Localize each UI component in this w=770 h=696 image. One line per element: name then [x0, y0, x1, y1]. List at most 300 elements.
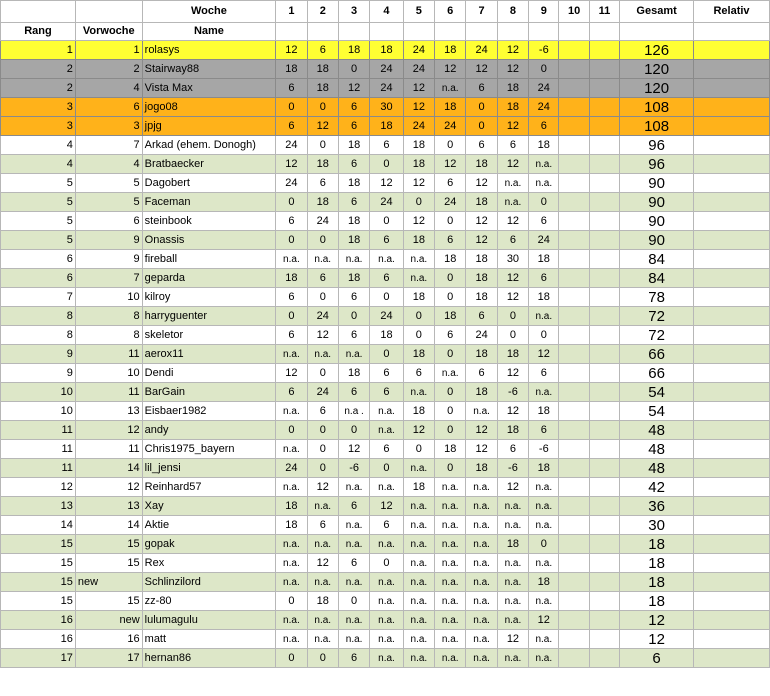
- week-4-score-cell[interactable]: 6: [370, 231, 403, 250]
- week-2-score-cell[interactable]: n.a.: [307, 535, 338, 554]
- week-7-score-cell[interactable]: n.a.: [466, 630, 497, 649]
- week-5-score-cell[interactable]: 24: [403, 60, 434, 79]
- rang-cell[interactable]: 12: [1, 478, 76, 497]
- week-10-score-cell[interactable]: [559, 212, 589, 231]
- week-6-score-cell[interactable]: 18: [435, 41, 466, 60]
- gesamt-cell[interactable]: 54: [620, 383, 694, 402]
- name-cell[interactable]: Rex: [142, 554, 276, 573]
- week-4-score-cell[interactable]: 12: [370, 174, 403, 193]
- week-8-score-cell[interactable]: 12: [497, 60, 528, 79]
- week-7-score-cell[interactable]: 18: [466, 250, 497, 269]
- rang-cell[interactable]: 4: [1, 136, 76, 155]
- week-6-score-cell[interactable]: 24: [435, 193, 466, 212]
- week-7-score-cell[interactable]: 6: [466, 79, 497, 98]
- week-7-score-cell[interactable]: 12: [466, 231, 497, 250]
- week-1-score-cell[interactable]: n.a.: [276, 573, 307, 592]
- name-cell[interactable]: geparda: [142, 269, 276, 288]
- vorwoche-cell[interactable]: 15: [75, 592, 142, 611]
- week-2-score-cell[interactable]: 0: [307, 459, 338, 478]
- week-7-score-cell[interactable]: n.a.: [466, 402, 497, 421]
- week-8-score-cell[interactable]: 18: [497, 98, 528, 117]
- week-4-score-cell[interactable]: 0: [370, 459, 403, 478]
- vorwoche-cell[interactable]: 15: [75, 554, 142, 573]
- relativ-cell[interactable]: [694, 212, 770, 231]
- week-5-score-cell[interactable]: 18: [403, 288, 434, 307]
- week-10-score-cell[interactable]: [559, 155, 589, 174]
- week-11-score-cell[interactable]: [589, 41, 619, 60]
- week-6-score-cell[interactable]: 0: [435, 288, 466, 307]
- week-6-score-cell[interactable]: 0: [435, 269, 466, 288]
- week-4-score-cell[interactable]: n.a.: [370, 421, 403, 440]
- relativ-cell[interactable]: [694, 649, 770, 668]
- week-2-score-cell[interactable]: n.a.: [307, 497, 338, 516]
- relativ-cell[interactable]: [694, 231, 770, 250]
- week-6-score-cell[interactable]: 6: [435, 174, 466, 193]
- week-4-score-cell[interactable]: 24: [370, 307, 403, 326]
- week-9-score-cell[interactable]: 12: [529, 345, 559, 364]
- week-11-score-cell[interactable]: [589, 326, 619, 345]
- week-7-score-cell[interactable]: n.a.: [466, 478, 497, 497]
- week-5-score-cell[interactable]: 0: [403, 193, 434, 212]
- week-5-score-cell[interactable]: 18: [403, 231, 434, 250]
- gesamt-cell[interactable]: 66: [620, 364, 694, 383]
- week-4-score-cell[interactable]: 18: [370, 41, 403, 60]
- rang-cell[interactable]: 9: [1, 345, 76, 364]
- gesamt-cell[interactable]: 12: [620, 630, 694, 649]
- rang-cell[interactable]: 14: [1, 516, 76, 535]
- week-3-score-cell[interactable]: -6: [338, 459, 369, 478]
- week-5-score-cell[interactable]: n.a.: [403, 611, 434, 630]
- week-8-score-cell[interactable]: 18: [497, 345, 528, 364]
- week-7-score-cell[interactable]: n.a.: [466, 592, 497, 611]
- name-cell[interactable]: jpjg: [142, 117, 276, 136]
- week-10-score-cell[interactable]: [559, 345, 589, 364]
- week-11-score-cell[interactable]: [589, 421, 619, 440]
- rang-cell[interactable]: 4: [1, 155, 76, 174]
- week-8-score-cell[interactable]: 18: [497, 79, 528, 98]
- week-9-score-cell[interactable]: 6: [529, 117, 559, 136]
- vorwoche-cell[interactable]: 2: [75, 60, 142, 79]
- vorwoche-cell[interactable]: 8: [75, 307, 142, 326]
- week-8-score-cell[interactable]: 18: [497, 421, 528, 440]
- week-4-score-cell[interactable]: 0: [370, 212, 403, 231]
- week-3-score-cell[interactable]: n.a.: [338, 535, 369, 554]
- week-4-score-cell[interactable]: n.a.: [370, 573, 403, 592]
- gesamt-cell[interactable]: 90: [620, 193, 694, 212]
- week-9-score-cell[interactable]: n.a.: [529, 497, 559, 516]
- week-6-score-cell[interactable]: n.a.: [435, 497, 466, 516]
- week-1-score-cell[interactable]: 18: [276, 269, 307, 288]
- name-cell[interactable]: Dendi: [142, 364, 276, 383]
- week-3-score-cell[interactable]: 6: [338, 554, 369, 573]
- week-1-score-cell[interactable]: n.a.: [276, 554, 307, 573]
- week-2-score-cell[interactable]: n.a.: [307, 573, 338, 592]
- name-cell[interactable]: steinbook: [142, 212, 276, 231]
- week-6-score-cell[interactable]: 18: [435, 307, 466, 326]
- week-8-score-cell[interactable]: 6: [497, 136, 528, 155]
- week-3-score-cell[interactable]: 6: [338, 193, 369, 212]
- name-cell[interactable]: Stairway88: [142, 60, 276, 79]
- week-2-score-cell[interactable]: 6: [307, 402, 338, 421]
- week-1-score-cell[interactable]: 0: [276, 98, 307, 117]
- week-6-score-cell[interactable]: n.a.: [435, 364, 466, 383]
- name-cell[interactable]: Xay: [142, 497, 276, 516]
- relativ-cell[interactable]: [694, 535, 770, 554]
- vorwoche-cell[interactable]: 14: [75, 516, 142, 535]
- vorwoche-cell[interactable]: 11: [75, 383, 142, 402]
- week-11-score-cell[interactable]: [589, 174, 619, 193]
- week-6-score-cell[interactable]: n.a.: [435, 79, 466, 98]
- gesamt-cell[interactable]: 78: [620, 288, 694, 307]
- week-3-score-cell[interactable]: 6: [338, 326, 369, 345]
- week-7-score-cell[interactable]: 6: [466, 307, 497, 326]
- name-cell[interactable]: fireball: [142, 250, 276, 269]
- week-1-score-cell[interactable]: 6: [276, 117, 307, 136]
- week-10-score-cell[interactable]: [559, 592, 589, 611]
- rang-cell[interactable]: 16: [1, 611, 76, 630]
- week-8-score-cell[interactable]: n.a.: [497, 516, 528, 535]
- gesamt-cell[interactable]: 108: [620, 98, 694, 117]
- relativ-cell[interactable]: [694, 573, 770, 592]
- week-9-score-cell[interactable]: 6: [529, 364, 559, 383]
- week-6-score-cell[interactable]: 18: [435, 250, 466, 269]
- relativ-cell[interactable]: [694, 630, 770, 649]
- name-cell[interactable]: kilroy: [142, 288, 276, 307]
- week-4-score-cell[interactable]: 12: [370, 497, 403, 516]
- week-10-score-cell[interactable]: [559, 383, 589, 402]
- week-8-score-cell[interactable]: n.a.: [497, 174, 528, 193]
- week-11-score-cell[interactable]: [589, 516, 619, 535]
- name-cell[interactable]: BarGain: [142, 383, 276, 402]
- week-7-score-cell[interactable]: 18: [466, 459, 497, 478]
- week-10-score-cell[interactable]: [559, 41, 589, 60]
- week-9-score-cell[interactable]: 12: [529, 611, 559, 630]
- vorwoche-cell[interactable]: 12: [75, 478, 142, 497]
- week-10-score-cell[interactable]: [559, 231, 589, 250]
- week-8-score-cell[interactable]: 12: [497, 212, 528, 231]
- week-10-score-cell[interactable]: [559, 250, 589, 269]
- week-2-score-cell[interactable]: 0: [307, 649, 338, 668]
- week-11-score-cell[interactable]: [589, 231, 619, 250]
- week-10-score-cell[interactable]: [559, 60, 589, 79]
- week-1-score-cell[interactable]: n.a.: [276, 478, 307, 497]
- week-9-score-cell[interactable]: 18: [529, 250, 559, 269]
- week-4-score-cell[interactable]: 6: [370, 269, 403, 288]
- week-5-score-cell[interactable]: n.a.: [403, 516, 434, 535]
- relativ-cell[interactable]: [694, 459, 770, 478]
- week-11-score-cell[interactable]: [589, 269, 619, 288]
- week-1-score-cell[interactable]: 12: [276, 364, 307, 383]
- name-cell[interactable]: rolasys: [142, 41, 276, 60]
- week-10-score-cell[interactable]: [559, 630, 589, 649]
- week-11-score-cell[interactable]: [589, 98, 619, 117]
- gesamt-cell[interactable]: 42: [620, 478, 694, 497]
- vorwoche-cell[interactable]: new: [75, 573, 142, 592]
- vorwoche-cell[interactable]: 3: [75, 117, 142, 136]
- name-cell[interactable]: Onassis: [142, 231, 276, 250]
- vorwoche-cell[interactable]: 5: [75, 174, 142, 193]
- week-2-score-cell[interactable]: 0: [307, 421, 338, 440]
- name-cell[interactable]: Schlinzilord: [142, 573, 276, 592]
- week-10-score-cell[interactable]: [559, 193, 589, 212]
- week-10-score-cell[interactable]: [559, 79, 589, 98]
- week-5-score-cell[interactable]: 12: [403, 79, 434, 98]
- vorwoche-cell[interactable]: 1: [75, 41, 142, 60]
- week-4-score-cell[interactable]: 18: [370, 117, 403, 136]
- relativ-cell[interactable]: [694, 117, 770, 136]
- week-2-score-cell[interactable]: 6: [307, 174, 338, 193]
- week-5-score-cell[interactable]: n.a.: [403, 649, 434, 668]
- rang-cell[interactable]: 5: [1, 231, 76, 250]
- week-5-score-cell[interactable]: 24: [403, 117, 434, 136]
- rang-cell[interactable]: 11: [1, 440, 76, 459]
- week-9-score-cell[interactable]: n.a.: [529, 307, 559, 326]
- week-9-score-cell[interactable]: 0: [529, 535, 559, 554]
- relativ-cell[interactable]: [694, 269, 770, 288]
- week-3-score-cell[interactable]: 18: [338, 231, 369, 250]
- rang-cell[interactable]: 11: [1, 459, 76, 478]
- gesamt-cell[interactable]: 120: [620, 60, 694, 79]
- week-2-score-cell[interactable]: n.a.: [307, 611, 338, 630]
- week-10-score-cell[interactable]: [559, 117, 589, 136]
- week-9-score-cell[interactable]: -6: [529, 440, 559, 459]
- rang-cell[interactable]: 15: [1, 573, 76, 592]
- vorwoche-cell[interactable]: 7: [75, 136, 142, 155]
- name-cell[interactable]: skeletor: [142, 326, 276, 345]
- week-6-score-cell[interactable]: 6: [435, 231, 466, 250]
- week-3-score-cell[interactable]: n.a.: [338, 250, 369, 269]
- vorwoche-cell[interactable]: 15: [75, 535, 142, 554]
- week-5-score-cell[interactable]: n.a.: [403, 250, 434, 269]
- week-3-score-cell[interactable]: 6: [338, 117, 369, 136]
- week-6-score-cell[interactable]: 0: [435, 136, 466, 155]
- week-2-score-cell[interactable]: 12: [307, 554, 338, 573]
- week-11-score-cell[interactable]: [589, 136, 619, 155]
- week-9-score-cell[interactable]: n.a.: [529, 592, 559, 611]
- week-11-score-cell[interactable]: [589, 250, 619, 269]
- week-5-score-cell[interactable]: 12: [403, 98, 434, 117]
- gesamt-cell[interactable]: 90: [620, 212, 694, 231]
- vorwoche-cell[interactable]: 9: [75, 231, 142, 250]
- rang-cell[interactable]: 2: [1, 79, 76, 98]
- name-cell[interactable]: Bratbaecker: [142, 155, 276, 174]
- week-2-score-cell[interactable]: 18: [307, 592, 338, 611]
- week-1-score-cell[interactable]: 12: [276, 155, 307, 174]
- week-11-score-cell[interactable]: [589, 478, 619, 497]
- relativ-cell[interactable]: [694, 516, 770, 535]
- week-9-score-cell[interactable]: 18: [529, 136, 559, 155]
- week-9-score-cell[interactable]: 24: [529, 98, 559, 117]
- gesamt-cell[interactable]: 96: [620, 155, 694, 174]
- week-2-score-cell[interactable]: 18: [307, 79, 338, 98]
- week-6-score-cell[interactable]: n.a.: [435, 592, 466, 611]
- week-4-score-cell[interactable]: 6: [370, 136, 403, 155]
- week-2-score-cell[interactable]: 6: [307, 516, 338, 535]
- week-3-score-cell[interactable]: n.a .: [338, 402, 369, 421]
- week-3-score-cell[interactable]: 18: [338, 269, 369, 288]
- week-8-score-cell[interactable]: -6: [497, 383, 528, 402]
- gesamt-cell[interactable]: 72: [620, 326, 694, 345]
- vorwoche-cell[interactable]: 10: [75, 288, 142, 307]
- week-4-score-cell[interactable]: 6: [370, 364, 403, 383]
- week-7-score-cell[interactable]: n.a.: [466, 611, 497, 630]
- week-3-score-cell[interactable]: 6: [338, 649, 369, 668]
- week-9-score-cell[interactable]: 0: [529, 326, 559, 345]
- gesamt-cell[interactable]: 120: [620, 79, 694, 98]
- week-10-score-cell[interactable]: [559, 516, 589, 535]
- week-1-score-cell[interactable]: 18: [276, 497, 307, 516]
- week-11-score-cell[interactable]: [589, 554, 619, 573]
- relativ-cell[interactable]: [694, 98, 770, 117]
- week-4-score-cell[interactable]: 24: [370, 60, 403, 79]
- week-1-score-cell[interactable]: 6: [276, 383, 307, 402]
- week-7-score-cell[interactable]: 18: [466, 345, 497, 364]
- week-1-score-cell[interactable]: 0: [276, 421, 307, 440]
- week-7-score-cell[interactable]: 18: [466, 155, 497, 174]
- week-8-score-cell[interactable]: n.a.: [497, 193, 528, 212]
- week-11-score-cell[interactable]: [589, 497, 619, 516]
- week-8-score-cell[interactable]: 12: [497, 288, 528, 307]
- week-10-score-cell[interactable]: [559, 364, 589, 383]
- relativ-cell[interactable]: [694, 383, 770, 402]
- week-4-score-cell[interactable]: 6: [370, 383, 403, 402]
- week-11-score-cell[interactable]: [589, 364, 619, 383]
- week-7-score-cell[interactable]: 18: [466, 269, 497, 288]
- relativ-cell[interactable]: [694, 326, 770, 345]
- vorwoche-cell[interactable]: 16: [75, 630, 142, 649]
- week-10-score-cell[interactable]: [559, 136, 589, 155]
- week-11-score-cell[interactable]: [589, 383, 619, 402]
- week-6-score-cell[interactable]: n.a.: [435, 554, 466, 573]
- week-4-score-cell[interactable]: n.a.: [370, 402, 403, 421]
- week-6-score-cell[interactable]: n.a.: [435, 573, 466, 592]
- week-10-score-cell[interactable]: [559, 611, 589, 630]
- name-cell[interactable]: Dagobert: [142, 174, 276, 193]
- week-1-score-cell[interactable]: 6: [276, 326, 307, 345]
- week-6-score-cell[interactable]: 0: [435, 421, 466, 440]
- week-9-score-cell[interactable]: n.a.: [529, 383, 559, 402]
- week-9-score-cell[interactable]: n.a.: [529, 155, 559, 174]
- week-5-score-cell[interactable]: 18: [403, 402, 434, 421]
- week-3-score-cell[interactable]: n.a.: [338, 345, 369, 364]
- week-6-score-cell[interactable]: 18: [435, 98, 466, 117]
- week-3-score-cell[interactable]: 6: [338, 383, 369, 402]
- week-8-score-cell[interactable]: 18: [497, 535, 528, 554]
- week-5-score-cell[interactable]: n.a.: [403, 383, 434, 402]
- week-6-score-cell[interactable]: 18: [435, 440, 466, 459]
- rang-cell[interactable]: 8: [1, 307, 76, 326]
- gesamt-cell[interactable]: 66: [620, 345, 694, 364]
- week-1-score-cell[interactable]: n.a.: [276, 250, 307, 269]
- week-7-score-cell[interactable]: n.a.: [466, 554, 497, 573]
- relativ-cell[interactable]: [694, 364, 770, 383]
- week-9-score-cell[interactable]: 24: [529, 79, 559, 98]
- name-cell[interactable]: harryguenter: [142, 307, 276, 326]
- relativ-cell[interactable]: [694, 611, 770, 630]
- week-8-score-cell[interactable]: 6: [497, 440, 528, 459]
- week-5-score-cell[interactable]: 18: [403, 136, 434, 155]
- name-cell[interactable]: Chris1975_bayern: [142, 440, 276, 459]
- rang-cell[interactable]: 6: [1, 250, 76, 269]
- rang-cell[interactable]: 3: [1, 117, 76, 136]
- name-cell[interactable]: Aktie: [142, 516, 276, 535]
- name-cell[interactable]: gopak: [142, 535, 276, 554]
- rang-cell[interactable]: 16: [1, 630, 76, 649]
- week-7-score-cell[interactable]: 24: [466, 326, 497, 345]
- week-4-score-cell[interactable]: 0: [370, 345, 403, 364]
- week-10-score-cell[interactable]: [559, 535, 589, 554]
- name-cell[interactable]: Faceman: [142, 193, 276, 212]
- week-3-score-cell[interactable]: 18: [338, 174, 369, 193]
- week-7-score-cell[interactable]: n.a.: [466, 535, 497, 554]
- week-10-score-cell[interactable]: [559, 649, 589, 668]
- relativ-cell[interactable]: [694, 402, 770, 421]
- week-7-score-cell[interactable]: 12: [466, 440, 497, 459]
- relativ-cell[interactable]: [694, 345, 770, 364]
- rang-cell[interactable]: 1: [1, 41, 76, 60]
- gesamt-cell[interactable]: 84: [620, 250, 694, 269]
- week-4-score-cell[interactable]: 30: [370, 98, 403, 117]
- week-5-score-cell[interactable]: 6: [403, 364, 434, 383]
- rang-cell[interactable]: 11: [1, 421, 76, 440]
- name-cell[interactable]: Eisbaer1982: [142, 402, 276, 421]
- week-10-score-cell[interactable]: [559, 421, 589, 440]
- week-7-score-cell[interactable]: 0: [466, 98, 497, 117]
- week-7-score-cell[interactable]: n.a.: [466, 497, 497, 516]
- relativ-cell[interactable]: [694, 79, 770, 98]
- week-4-score-cell[interactable]: n.a.: [370, 592, 403, 611]
- week-6-score-cell[interactable]: n.a.: [435, 535, 466, 554]
- gesamt-cell[interactable]: 18: [620, 554, 694, 573]
- week-8-score-cell[interactable]: 12: [497, 41, 528, 60]
- week-5-score-cell[interactable]: 0: [403, 307, 434, 326]
- vorwoche-cell[interactable]: 11: [75, 440, 142, 459]
- gesamt-cell[interactable]: 30: [620, 516, 694, 535]
- week-6-score-cell[interactable]: 24: [435, 117, 466, 136]
- vorwoche-cell[interactable]: 14: [75, 459, 142, 478]
- rang-cell[interactable]: 3: [1, 98, 76, 117]
- week-2-score-cell[interactable]: 24: [307, 212, 338, 231]
- week-8-score-cell[interactable]: 6: [497, 231, 528, 250]
- week-9-score-cell[interactable]: 6: [529, 421, 559, 440]
- week-1-score-cell[interactable]: 0: [276, 231, 307, 250]
- week-3-score-cell[interactable]: 6: [338, 155, 369, 174]
- rang-cell[interactable]: 6: [1, 269, 76, 288]
- relativ-cell[interactable]: [694, 478, 770, 497]
- week-10-score-cell[interactable]: [559, 497, 589, 516]
- week-11-score-cell[interactable]: [589, 212, 619, 231]
- week-11-score-cell[interactable]: [589, 117, 619, 136]
- gesamt-cell[interactable]: 96: [620, 136, 694, 155]
- week-11-score-cell[interactable]: [589, 440, 619, 459]
- week-5-score-cell[interactable]: n.a.: [403, 497, 434, 516]
- week-1-score-cell[interactable]: n.a.: [276, 402, 307, 421]
- name-cell[interactable]: Reinhard57: [142, 478, 276, 497]
- vorwoche-cell[interactable]: 5: [75, 193, 142, 212]
- week-3-score-cell[interactable]: 0: [338, 307, 369, 326]
- week-7-score-cell[interactable]: n.a.: [466, 573, 497, 592]
- week-4-score-cell[interactable]: 24: [370, 193, 403, 212]
- week-4-score-cell[interactable]: 0: [370, 554, 403, 573]
- week-8-score-cell[interactable]: 0: [497, 326, 528, 345]
- week-3-score-cell[interactable]: 6: [338, 497, 369, 516]
- week-8-score-cell[interactable]: 12: [497, 478, 528, 497]
- week-7-score-cell[interactable]: 18: [466, 193, 497, 212]
- week-6-score-cell[interactable]: 0: [435, 383, 466, 402]
- week-6-score-cell[interactable]: n.a.: [435, 516, 466, 535]
- week-4-score-cell[interactable]: n.a.: [370, 478, 403, 497]
- week-11-score-cell[interactable]: [589, 630, 619, 649]
